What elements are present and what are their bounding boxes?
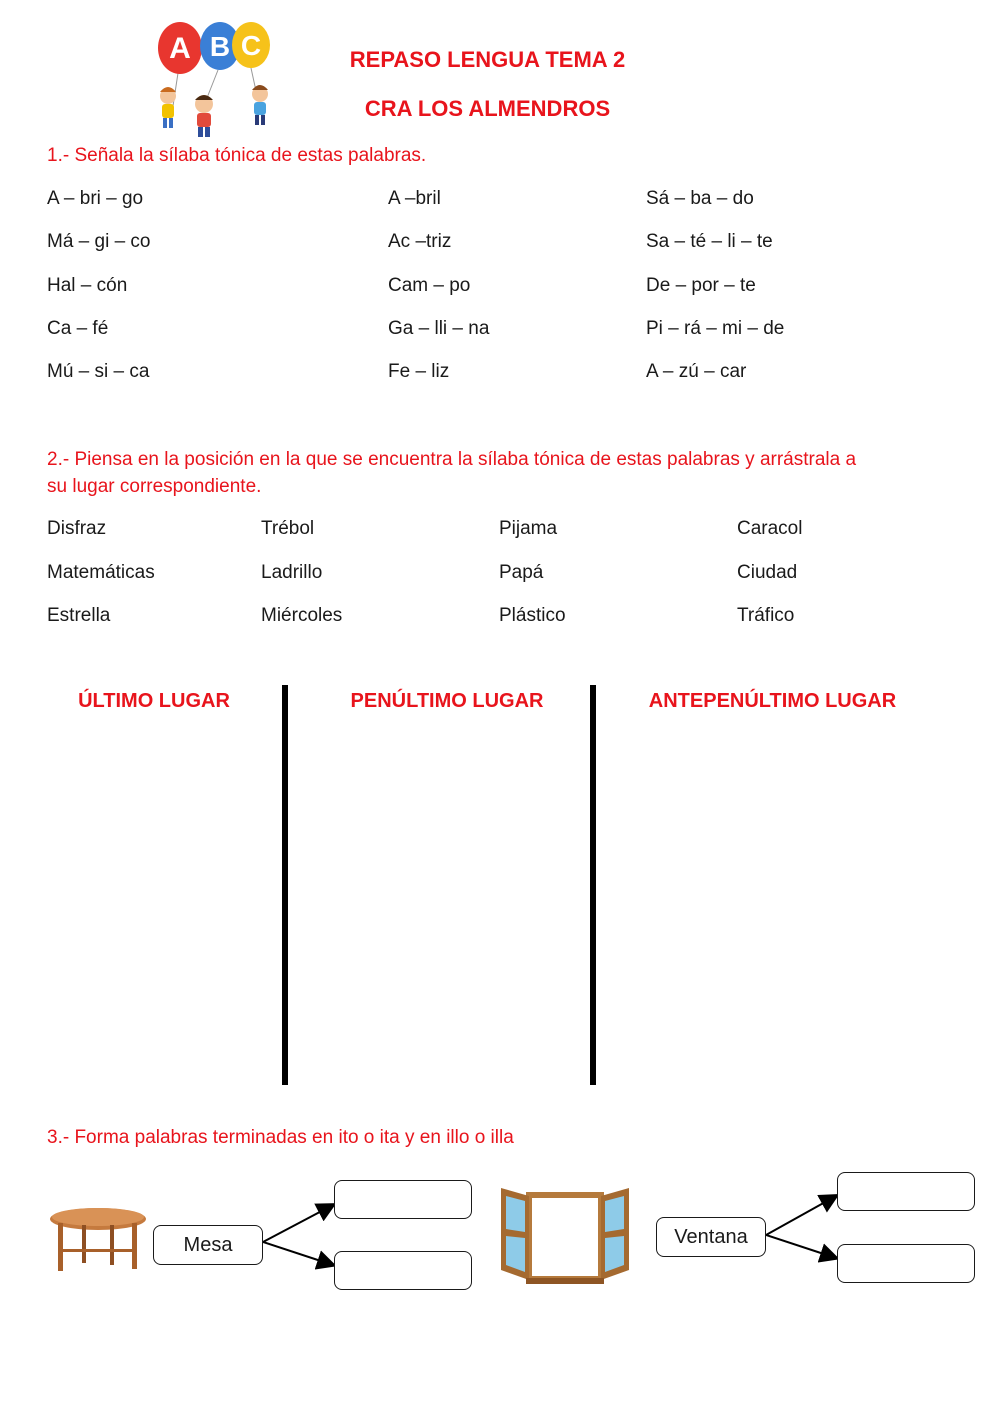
column-divider [282, 685, 288, 1085]
column-heading-antepenultimo: ANTEPENÚLTIMO LUGAR [648, 690, 897, 712]
draggable-word[interactable]: Matemáticas [47, 562, 155, 583]
draggable-word[interactable]: Pijama [499, 518, 558, 539]
draggable-word[interactable]: Ladrillo [261, 562, 323, 583]
page-title: REPASO LENGUA TEMA 2 [349, 47, 626, 72]
draggable-word[interactable]: Miércoles [261, 605, 343, 626]
syllable-word[interactable]: A –bril [388, 188, 441, 209]
syllable-word[interactable]: Ac –triz [388, 231, 452, 252]
draggable-word[interactable]: Ciudad [737, 562, 798, 583]
column-heading-ultimo: ÚLTIMO LUGAR [78, 690, 230, 712]
syllable-word[interactable]: Hal – cón [47, 275, 128, 296]
base-word-ventana: Ventana [656, 1217, 766, 1257]
syllable-word[interactable]: Sa – té – li – te [646, 231, 773, 252]
draggable-word[interactable]: Tráfico [737, 605, 795, 626]
arrows-mesa [263, 1195, 338, 1275]
table-icon [48, 1205, 148, 1275]
arrows-ventana [766, 1188, 841, 1268]
syllable-word[interactable]: Fe – liz [388, 361, 450, 382]
logo-letter-c: C [240, 30, 262, 61]
syllable-word[interactable]: Ga – lli – na [388, 318, 490, 339]
answer-box-mesa-illo[interactable] [334, 1251, 472, 1290]
syllable-word[interactable]: Pi – rá – mi – de [646, 318, 785, 339]
column-heading-penultimo: PENÚLTIMO LUGAR [350, 690, 544, 712]
logo-letter-b: B [209, 31, 231, 62]
exercise1-instruction: 1.- Señala la sílaba tónica de estas palabras. [47, 145, 427, 166]
drop-zone-antepenultimo[interactable] [598, 710, 948, 1082]
base-word-mesa: Mesa [153, 1225, 263, 1265]
syllable-word[interactable]: Má – gi – co [47, 231, 151, 252]
exercise2-instruction-line2: su lugar correspondiente. [47, 476, 262, 497]
answer-box-ventana-illa[interactable] [837, 1244, 975, 1283]
window-icon [499, 1186, 631, 1286]
syllable-word[interactable]: A – bri – go [47, 188, 144, 209]
drop-zone-ultimo[interactable] [20, 710, 282, 1082]
syllable-word[interactable]: Ca – fé [47, 318, 109, 339]
draggable-word[interactable]: Estrella [47, 605, 111, 626]
syllable-word[interactable]: Sá – ba – do [646, 188, 754, 209]
answer-box-ventana-ita[interactable] [837, 1172, 975, 1211]
syllable-word[interactable]: Mú – si – ca [47, 361, 150, 382]
draggable-word[interactable]: Caracol [737, 518, 803, 539]
syllable-word[interactable]: De – por – te [646, 275, 756, 296]
exercise2-instruction-line1: 2.- Piensa en la posición en la que se encuentra la sílaba tónica de estas palabras y arrástrala a [47, 449, 857, 470]
logo-letter-a: A [169, 32, 191, 65]
syllable-word[interactable]: Cam – po [388, 275, 471, 296]
drop-zone-penultimo[interactable] [290, 710, 590, 1082]
page-subtitle: CRA LOS ALMENDROS [364, 96, 611, 121]
draggable-word[interactable]: Trébol [261, 518, 315, 539]
syllable-word[interactable]: A – zú – car [646, 361, 747, 382]
draggable-word[interactable]: Papá [499, 562, 544, 583]
answer-box-mesa-ito[interactable] [334, 1180, 472, 1219]
draggable-word[interactable]: Plástico [499, 605, 566, 626]
column-divider [590, 685, 596, 1085]
exercise3-instruction: 3.- Forma palabras terminadas en ito o ita y en illo o illa [47, 1127, 514, 1148]
draggable-word[interactable]: Disfraz [47, 518, 107, 539]
